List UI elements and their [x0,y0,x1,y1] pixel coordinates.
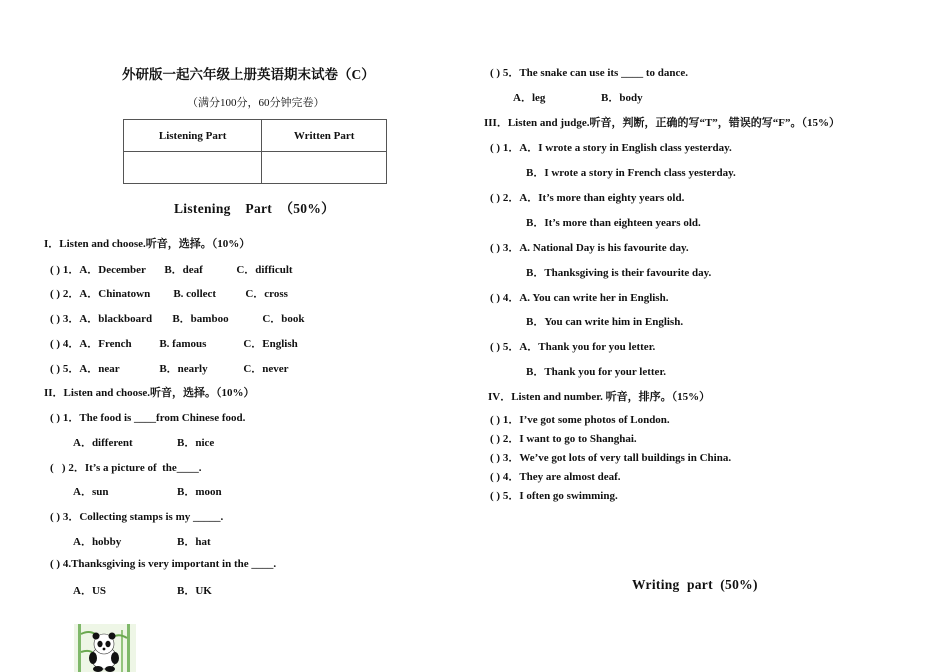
option-b: B．bamboo [172,313,229,325]
option-a: A．different [73,437,133,449]
section2-heading: II．Listen and choose.听音，选择。（10%） [44,387,255,399]
section1-item-2 [50,285,288,301]
section3-item-5-b: B．Thank you for your letter. [526,366,667,378]
section4-item-5: ( ) 5．I often go swimming. [490,490,618,502]
option-c: C．book [262,313,305,325]
panda-bamboo-picture [74,624,136,672]
option-a: A．Chinatown [79,288,151,300]
section3-item-4-a: ( ) 4．A. You can write her in English. [490,292,669,304]
score-col-written: Written Part [262,120,387,152]
section2-item-5-question: ( ) 5．The snake can use its ____ to dance. [490,67,689,79]
section1-item-3 [50,310,305,326]
option-a: A．French [79,338,132,350]
section3-item-4-b: B．You can write him in English. [526,316,684,328]
section1-item-1 [50,261,293,277]
option-a: A．near [79,363,120,375]
item-number: ( ) 1． [50,264,80,276]
option-a: A．leg [513,92,546,104]
option-c: C．never [243,363,289,375]
section2-item-4-question: ( ) 4.Thanksgiving is very important in the ____. [50,558,277,570]
score-table [123,119,387,184]
option-c: C．difficult [236,264,293,276]
option-c: C．cross [245,288,288,300]
section2-item-3-question: ( ) 3．Collecting stamps is my _____. [50,511,224,523]
section3-item-1-a: ( ) 1．A．I wrote a story in English class yesterday. [490,142,732,154]
option-b: B．nice [177,437,215,449]
exam-subtitle: （满分100分，60分钟完卷） [187,97,325,109]
section3-item-1-b: B．I wrote a story in French class yesterday. [526,167,736,179]
option-b: B．UK [177,585,212,597]
item-number: ( ) 2． [50,288,80,300]
section4-item-1: ( ) 1．I’ve got some photos of London. [490,414,670,426]
section3-heading: III．Listen and judge.听音，判断，正确的写“T”，错误的写“F”。（15%） [484,117,840,129]
option-b: B．body [601,92,643,104]
writing-part-heading: Writing part (50%) [632,577,758,592]
score-cell-listening [124,152,262,184]
section2-item-1-question: ( ) 1．The food is ____from Chinese food. [50,412,246,424]
option-b: B．moon [177,486,222,498]
option-b: B．deaf [164,264,203,276]
listening-part-heading: Listening Part （50%） [174,201,335,216]
section2-item-4-options [73,582,212,598]
item-number: ( ) 5． [50,363,80,375]
section2-item-2-options [73,483,222,499]
section2-item-3-options [73,533,211,549]
section3-item-2-b: B．It’s more than eighteen years old. [526,217,701,229]
option-b: B. collect [173,288,217,300]
score-col-listening: Listening Part [124,120,262,152]
section1-item-4 [50,335,298,351]
item-number: ( ) 4． [50,338,80,350]
section4-item-3: ( ) 3．We’ve got lots of very tall buildings in China. [490,452,732,464]
option-a: A．December [79,264,146,276]
option-a: A．sun [73,486,109,498]
section2-item-5-options [513,89,643,105]
option-a: A．US [73,585,107,597]
section3-item-3-a: ( ) 3．A. National Day is his favourite day. [490,242,689,254]
option-b: B．nearly [159,363,208,375]
option-a: A．blackboard [79,313,153,325]
option-b: B．hat [177,536,211,548]
section1-heading: I．Listen and choose.听音，选择。（10%） [44,238,251,250]
option-b: B. famous [159,338,207,350]
option-a: A．hobby [73,536,122,548]
section3-item-2-a: ( ) 2．A．It’s more than eighty years old. [490,192,685,204]
option-c: C．English [243,338,298,350]
score-cell-written [262,152,387,184]
section2-item-1-options [73,434,214,450]
section4-item-2: ( ) 2．I want to go to Shanghai. [490,433,637,445]
section3-item-5-a: ( ) 5．A．Thank you for you letter. [490,341,656,353]
section4-item-4: ( ) 4．They are almost deaf. [490,471,621,483]
section3-item-3-b: B．Thanksgiving is their favourite day. [526,267,712,279]
section2-item-2-question: ( ) 2．It’s a picture of the____. [50,462,202,474]
panda-icon [74,624,136,672]
section4-heading: IV．Listen and number. 听音，排序。（15%） [488,391,711,403]
item-number: ( ) 3． [50,313,80,325]
section1-item-5 [50,360,289,376]
exam-title: 外研版一起六年级上册英语期末试卷（C） [122,67,375,82]
